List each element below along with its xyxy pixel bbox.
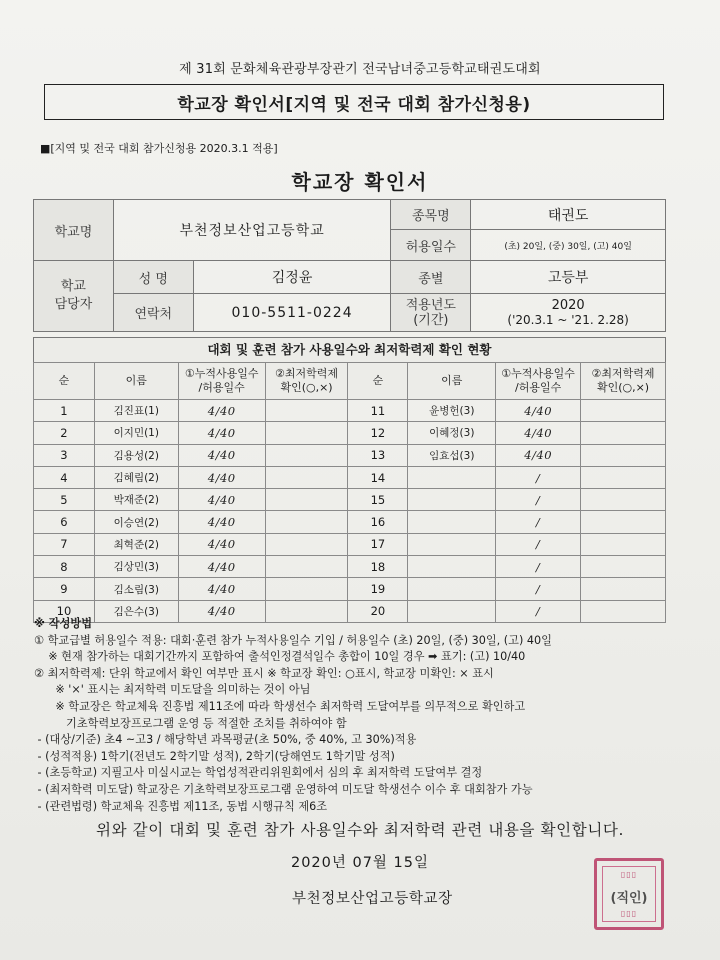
year-value: 2020 xyxy=(551,297,585,313)
year-label: 적용년도 (기간) xyxy=(391,294,471,332)
instruction-line: ① 학교급별 허용일수 적용: 대회·훈련 참가 누적사용일수 기입 / 허용일수 (초) 20일, (중) 30일, (고) 40일 xyxy=(34,633,552,647)
days-used: 4/40 xyxy=(178,489,265,511)
days-used: / xyxy=(496,578,581,600)
days-used: 4/40 xyxy=(496,400,581,422)
instruction-line: - (최저학력 미도달) 학교장은 기초학력보장프로그램 운영하여 미도달 학생선수 이수 후 대회참가 가능 xyxy=(34,782,533,796)
literacy-check xyxy=(581,466,666,488)
days-used: / xyxy=(496,466,581,488)
row-number: 17 xyxy=(348,533,408,555)
student-name: 이승연(2) xyxy=(94,511,178,533)
literacy-check xyxy=(265,444,348,466)
phone-label: 연락처 xyxy=(113,294,193,332)
info-table xyxy=(33,199,666,332)
student-name: 김은수(3) xyxy=(94,600,178,622)
student-name: 김진표(1) xyxy=(94,400,178,422)
col-no: 순 xyxy=(34,363,95,400)
days-used: / xyxy=(496,556,581,578)
col-no: 순 xyxy=(348,363,408,400)
status-table xyxy=(33,362,666,623)
table-row xyxy=(34,511,666,533)
school-label: 학교명 xyxy=(34,200,114,261)
row-number: 16 xyxy=(348,511,408,533)
allowed-days-label: 허용일수 xyxy=(391,230,471,261)
col-check: ②최저학력제 확인(○,×) xyxy=(581,363,666,400)
days-used: / xyxy=(496,511,581,533)
application-note: ■[지역 및 전국 대회 참가신청용 2020.3.1 적용] xyxy=(40,142,278,155)
status-table-wrap xyxy=(33,337,666,623)
student-name xyxy=(408,533,496,555)
student-name xyxy=(408,556,496,578)
days-used: 4/40 xyxy=(178,466,265,488)
seal-pattern-bottom: ▯▯▯ xyxy=(620,909,638,918)
status-table-caption: 대회 및 훈련 참가 사용일수와 최저학력제 확인 현황 xyxy=(33,337,666,362)
row-number: 1 xyxy=(34,400,95,422)
row-number: 6 xyxy=(34,511,95,533)
event-header: 제 31회 문화체육관광부장관기 전국남녀중고등학교태권도대회 xyxy=(179,62,541,77)
category-value: 고등부 xyxy=(471,261,666,294)
student-name xyxy=(408,578,496,600)
col-name: 이름 xyxy=(94,363,178,400)
student-name: 윤병헌(3) xyxy=(408,400,496,422)
official-seal xyxy=(594,858,664,930)
student-name: 김소림(3) xyxy=(94,578,178,600)
row-number: 11 xyxy=(348,400,408,422)
sport-value: 태권도 xyxy=(471,200,666,230)
days-used: 4/40 xyxy=(178,600,265,622)
table-row xyxy=(34,466,666,488)
days-used: 4/40 xyxy=(178,533,265,555)
seal-pattern-top: ▯▯▯ xyxy=(620,870,638,879)
literacy-check xyxy=(581,578,666,600)
row-number: 19 xyxy=(348,578,408,600)
literacy-check xyxy=(265,466,348,488)
literacy-check xyxy=(581,489,666,511)
student-name: 박재준(2) xyxy=(94,489,178,511)
title-box: 학교장 확인서[지역 및 전국 대회 참가신청용) xyxy=(44,84,664,120)
student-name: 최혁준(2) xyxy=(94,533,178,555)
literacy-check xyxy=(581,444,666,466)
col-days: ①누적사용일수 /허용일수 xyxy=(178,363,265,400)
table-row xyxy=(34,489,666,511)
student-name: 김혜림(2) xyxy=(94,466,178,488)
days-used: / xyxy=(496,600,581,622)
year-cell xyxy=(471,294,666,332)
days-used: / xyxy=(496,489,581,511)
literacy-check xyxy=(265,511,348,533)
literacy-check xyxy=(581,400,666,422)
confirmation-statement: 위와 같이 대회 및 훈련 참가 사용일수와 최저학력 관련 내용을 확인합니다. xyxy=(96,821,624,839)
allowed-days-value: (초) 20일, (중) 30일, (고) 40일 xyxy=(471,230,666,261)
document-title: 학교장 확인서 xyxy=(291,170,429,194)
literacy-check xyxy=(265,556,348,578)
row-number: 8 xyxy=(34,556,95,578)
student-name: 이지민(1) xyxy=(94,422,178,444)
instruction-line: - (관련법령) 학교체육 진흥법 제11조, 동법 시행규칙 제6조 xyxy=(34,799,328,813)
instruction-line: ※ '×' 표시는 최저학력 미도달을 의미하는 것이 아님 xyxy=(34,683,311,697)
days-used: 4/40 xyxy=(496,422,581,444)
student-name: 임효섭(3) xyxy=(408,444,496,466)
table-row xyxy=(34,533,666,555)
days-used: 4/40 xyxy=(178,511,265,533)
col-check: ②최저학력제 확인(○,×) xyxy=(265,363,348,400)
literacy-check xyxy=(265,422,348,444)
instruction-line: - (초등학교) 지필고사 미실시교는 학업성적관리위원회에서 심의 후 최저학력 도달여부 결정 xyxy=(34,766,483,780)
literacy-check xyxy=(581,556,666,578)
literacy-check xyxy=(265,400,348,422)
student-name xyxy=(408,466,496,488)
days-used: 4/40 xyxy=(178,400,265,422)
days-used: 4/40 xyxy=(178,422,265,444)
seal-text: (직인) xyxy=(610,891,648,906)
row-number: 14 xyxy=(348,466,408,488)
row-number: 15 xyxy=(348,489,408,511)
row-number: 12 xyxy=(348,422,408,444)
table-row xyxy=(34,444,666,466)
contact-phone: 010-5511-0224 xyxy=(193,294,391,332)
instruction-line: - (대상/기준) 초4 ~고3 / 해당학년 과목평균(초 50%, 중 40%, 고 30%)적용 xyxy=(34,733,417,747)
row-number: 13 xyxy=(348,444,408,466)
name-label: 성 명 xyxy=(113,261,193,294)
col-days: ①누적사용일수 /허용일수 xyxy=(496,363,581,400)
literacy-check xyxy=(265,578,348,600)
instruction-line: ※ 현재 참가하는 대회기간까지 포함하여 출석인정결석일수 총합이 10일 경우 ➡ 표기: (고) 10/40 xyxy=(34,650,526,664)
table-row xyxy=(34,422,666,444)
days-used: 4/40 xyxy=(496,444,581,466)
literacy-check xyxy=(581,533,666,555)
student-name: 김상민(3) xyxy=(94,556,178,578)
days-used: 4/40 xyxy=(178,444,265,466)
row-number: 9 xyxy=(34,578,95,600)
sport-label: 종목명 xyxy=(391,200,471,230)
literacy-check xyxy=(581,422,666,444)
school-name: 부천정보산업고등학교 xyxy=(113,200,391,261)
principal-signature: 부천정보산업고등학교장 xyxy=(292,891,453,907)
row-number: 3 xyxy=(34,444,95,466)
col-name: 이름 xyxy=(408,363,496,400)
days-used: 4/40 xyxy=(178,578,265,600)
instruction-line: - (성적적용) 1학기(전년도 2학기말 성적), 2학기(당해연도 1학기말 성적) xyxy=(34,749,395,763)
literacy-check xyxy=(265,533,348,555)
table-row xyxy=(34,556,666,578)
student-name: 김용성(2) xyxy=(94,444,178,466)
student-name xyxy=(408,489,496,511)
literacy-check xyxy=(265,489,348,511)
table-row xyxy=(34,400,666,422)
table-row xyxy=(34,578,666,600)
instruction-line: ※ 학교장은 학교체육 진흥법 제11조에 따라 학생선수 최저학력 도달여부를 의무적으로 확인하고 xyxy=(34,699,526,713)
student-name: 이혜정(3) xyxy=(408,422,496,444)
instruction-line: ② 최저학력제: 단위 학교에서 확인 여부만 표시 ※ 학교장 확인: ○표시, 학교장 미확인: × 표시 xyxy=(34,666,494,680)
row-number: 5 xyxy=(34,489,95,511)
student-name xyxy=(408,511,496,533)
row-number: 18 xyxy=(348,556,408,578)
contact-label: 학교 담당자 xyxy=(34,261,114,332)
row-number: 4 xyxy=(34,466,95,488)
issue-date: 2020년 07월 15일 xyxy=(290,855,430,871)
category-label: 종별 xyxy=(391,261,471,294)
instructions-heading: ※ 작성방법 xyxy=(34,617,92,630)
days-used: 4/40 xyxy=(178,556,265,578)
row-number: 7 xyxy=(34,533,95,555)
period-value: ('20.3.1 ~ '21. 2.28) xyxy=(507,312,629,327)
row-number: 20 xyxy=(348,600,408,622)
days-used: / xyxy=(496,533,581,555)
row-number: 10 xyxy=(34,600,95,622)
literacy-check xyxy=(581,511,666,533)
instructions xyxy=(34,616,684,815)
row-number: 2 xyxy=(34,422,95,444)
instruction-line: 기초학력보장프로그램 운영 등 적절한 조치를 취하여야 함 xyxy=(34,716,347,730)
contact-name: 김정윤 xyxy=(193,261,391,294)
